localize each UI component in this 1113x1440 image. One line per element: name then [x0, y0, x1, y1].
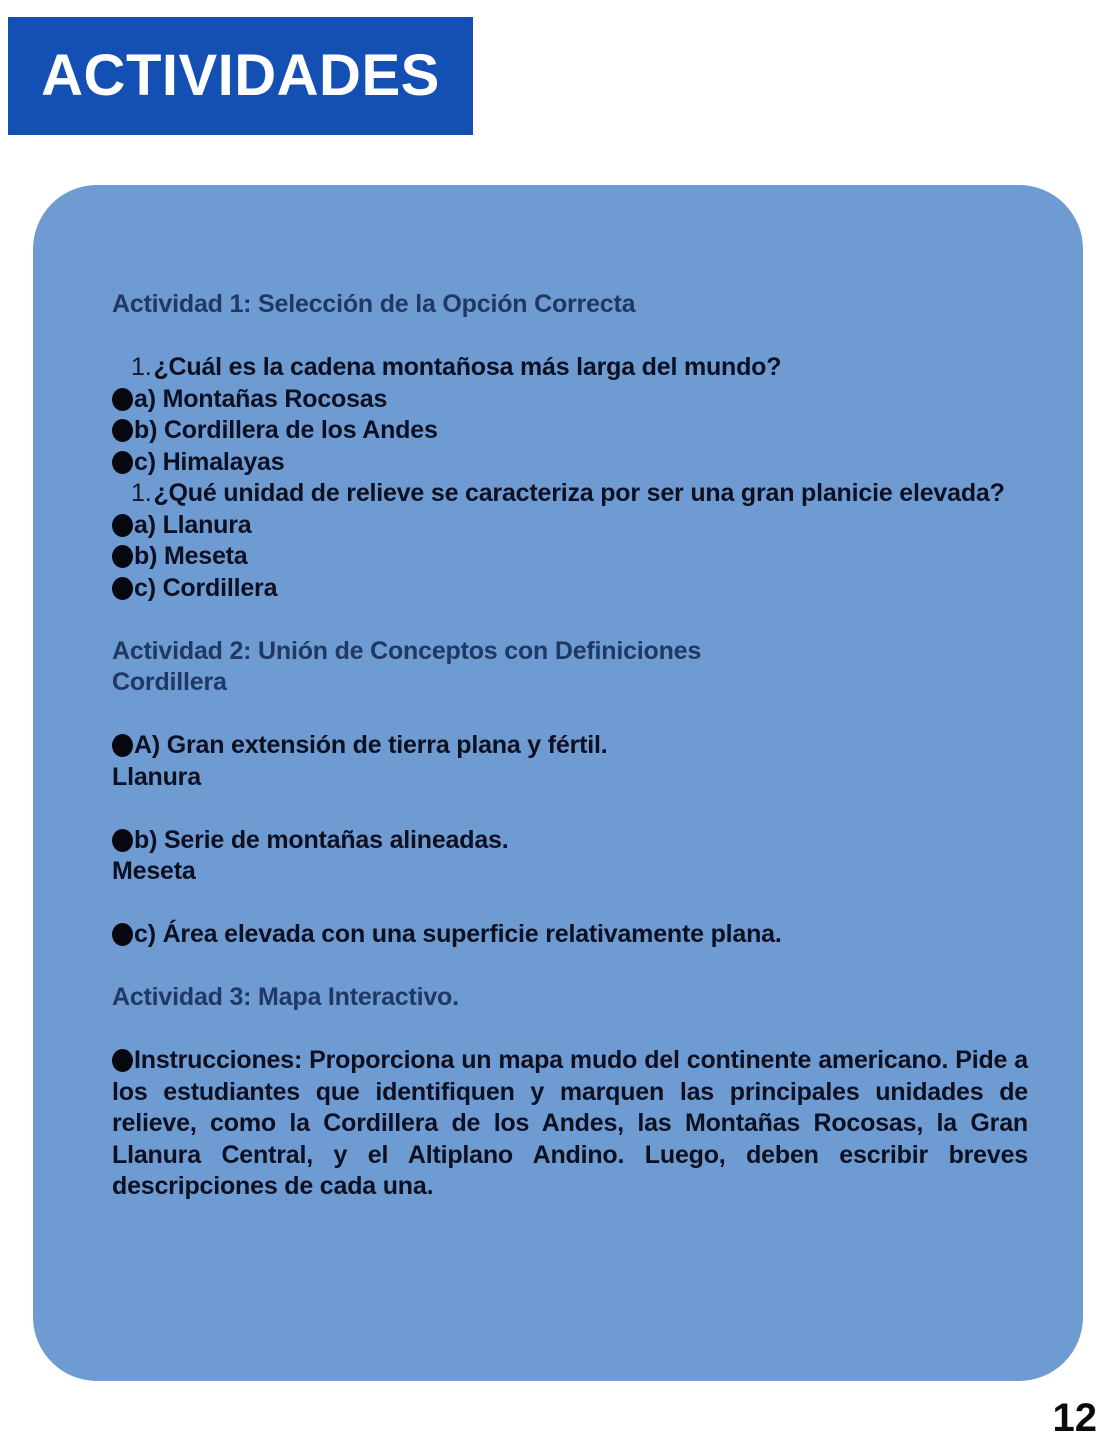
- option-item: [112, 730, 1028, 762]
- option-text: c) Himalayas: [134, 447, 285, 476]
- bullet-icon: [112, 545, 133, 568]
- option-item: [112, 919, 1028, 951]
- option-item: [112, 825, 1028, 857]
- question-number: 1.: [131, 353, 152, 381]
- question-text: ¿Cuál es la cadena montañosa más larga del mundo?: [153, 353, 782, 381]
- activity-heading: [112, 667, 1028, 699]
- concept-text: Meseta: [112, 857, 196, 885]
- option-text: A) Gran extensión de tierra plana y fértil.: [134, 731, 608, 759]
- line-spacer: [112, 321, 1028, 353]
- line-spacer: [112, 888, 1028, 920]
- line-spacer: [112, 951, 1028, 983]
- content-panel: [33, 185, 1083, 1381]
- question-item: [112, 478, 1028, 510]
- bullet-icon: [112, 577, 133, 600]
- heading-text: Actividad 3: Mapa Interactivo.: [112, 983, 459, 1011]
- bullet-icon: [112, 388, 133, 411]
- activity-heading: [112, 289, 1028, 321]
- panel-content: [112, 289, 1028, 1203]
- option-item: [112, 447, 1028, 479]
- option-item: [112, 541, 1028, 573]
- concept-text: Llanura: [112, 762, 201, 791]
- bullet-icon: [112, 923, 133, 946]
- option-item: [112, 573, 1028, 605]
- option-text: a) Llanura: [134, 510, 252, 539]
- line-spacer: [112, 604, 1028, 636]
- bullet-icon: [112, 419, 133, 442]
- header-banner: [8, 17, 473, 135]
- option-text: b) Serie de montañas alineadas.: [134, 825, 509, 854]
- concept-label: [112, 856, 1028, 888]
- line-spacer: [112, 793, 1028, 825]
- page-title: ACTIVIDADES: [41, 43, 440, 108]
- concept-label: [112, 762, 1028, 794]
- activity-heading: [112, 982, 1028, 1014]
- bullet-icon: [112, 451, 133, 474]
- activity-heading: [112, 636, 1028, 668]
- line-spacer: [112, 1014, 1028, 1046]
- question-item: [112, 352, 1028, 384]
- bullet-icon: [112, 734, 133, 757]
- option-text: c) Cordillera: [134, 573, 278, 602]
- question-text: ¿Qué unidad de relieve se caracteriza por ser una gran planicie elevada?: [153, 479, 1005, 507]
- bullet-icon: [112, 1049, 133, 1072]
- instructions-text: Instrucciones: Proporciona un mapa mudo del continente americano. Pide a los estudiantes que identifiquen y marquen las principales unidades de relieve, como la Cordillera de los Andes, las Montañas Rocosas, la Gran Llanura Central, y el Altiplano Andino. Luego, deben escribir breves descripciones de cada una.: [112, 1046, 1028, 1200]
- option-item: [112, 384, 1028, 416]
- instructions-paragraph: [112, 1045, 1028, 1203]
- heading-text: Actividad 1: Selección de la Opción Correcta: [112, 290, 636, 318]
- page-number: 12: [1052, 1396, 1097, 1440]
- heading-text: Actividad 2: Unión de Conceptos con Definiciones: [112, 636, 702, 665]
- option-text: b) Meseta: [134, 542, 248, 570]
- option-text: c) Área elevada con una superficie relativamente plana.: [134, 920, 782, 948]
- option-text: a) Montañas Rocosas: [134, 384, 388, 413]
- line-spacer: [112, 699, 1028, 731]
- question-number: 1.: [131, 479, 152, 507]
- option-item: [112, 415, 1028, 447]
- option-item: [112, 510, 1028, 542]
- bullet-icon: [112, 514, 133, 537]
- bullet-icon: [112, 829, 133, 852]
- heading-text: Cordillera: [112, 668, 227, 696]
- option-text: b) Cordillera de los Andes: [134, 416, 438, 444]
